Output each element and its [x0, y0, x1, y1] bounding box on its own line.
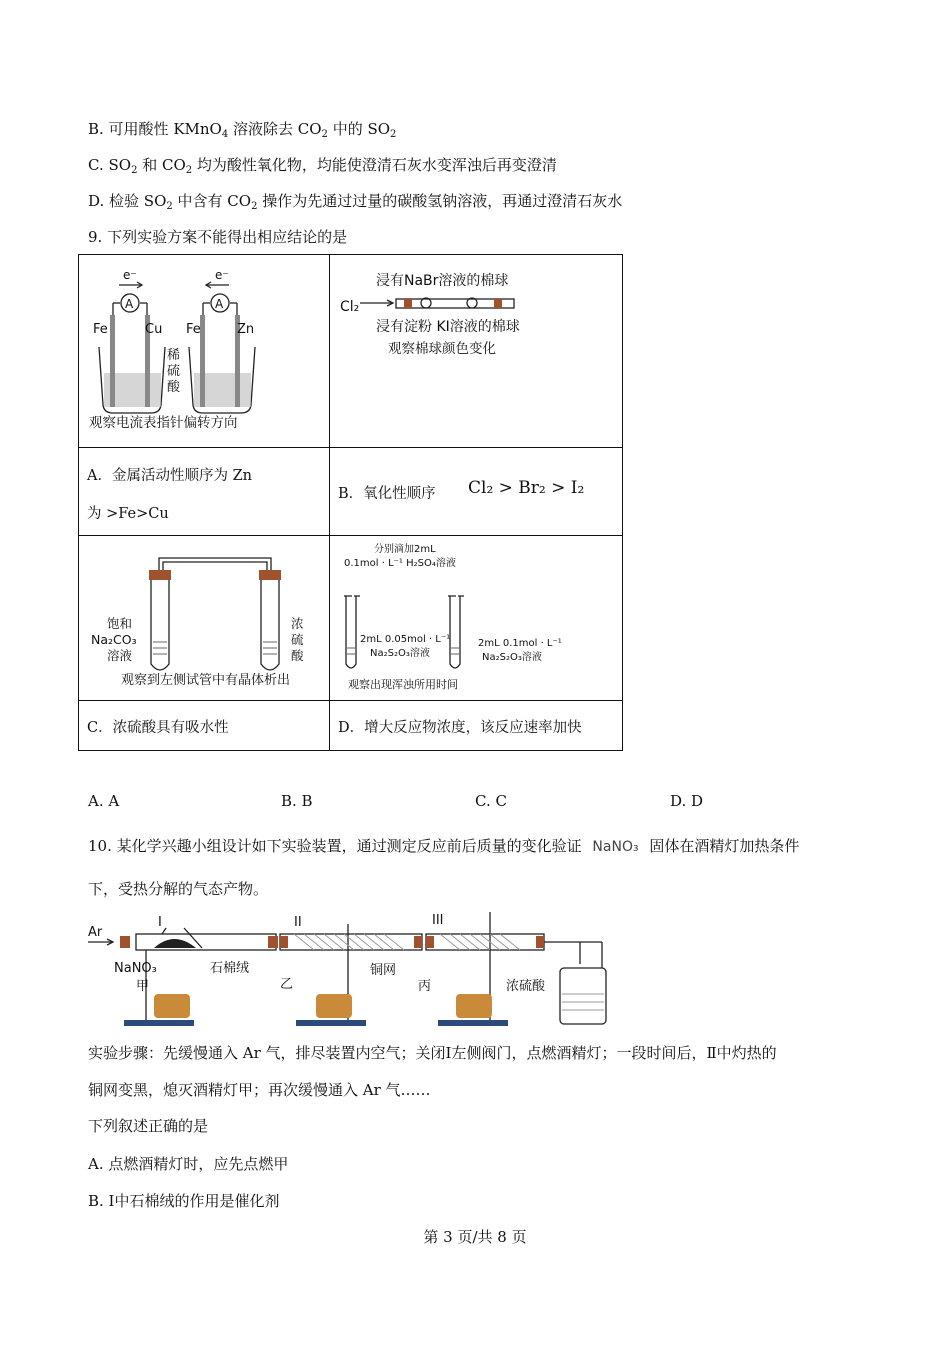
q10-steps-line2: 铜网变黑，熄灭酒精灯甲；再次缓慢通入 Ar 气…… [88, 1081, 431, 1099]
acid-label-2: 硫 [167, 364, 181, 379]
q10-option-b: B. Ⅰ中石棉绒的作用是催化剂 [88, 1192, 280, 1210]
q9-stem: 9. 下列实验方案不能得出相应结论的是 [88, 228, 348, 246]
q8-option-c: C. $SO_2$ 和 $CO_2$ 均为酸性氧化物，均能使澄清石灰水变浑浊后再变澄清 [88, 156, 557, 176]
option-b-text: B．氧化性顺序 [338, 486, 436, 502]
q8-option-b: B. 可用酸性 KMnO$_4$ 溶液除去 $CO_2$ 中的 $SO_2$ [88, 120, 397, 140]
lamp-bing-label: 丙 [418, 979, 432, 994]
lamp-yi-label: 乙 [280, 977, 294, 992]
electrode-zn: Zn [237, 322, 255, 337]
figure-d-cell [330, 536, 623, 701]
option-c-text: C．浓硫酸具有吸水性 [87, 720, 229, 736]
figure-c-caption: 观察到左侧试管中有晶体析出 [121, 673, 291, 688]
option-c-cell [79, 701, 330, 751]
conc-label-2: 硫 [291, 632, 304, 647]
drip-label-1: 分别滴加2mL [374, 544, 436, 555]
conc-label-1: 浓 [291, 616, 304, 631]
galvanic-cells-figure [79, 255, 329, 443]
ammeter-label-2: A [215, 297, 224, 311]
choice-b: B. B [281, 792, 313, 810]
q10-option-a: A. 点燃酒精灯时，应先点燃甲 [88, 1155, 289, 1173]
electron-label-1: e⁻ [123, 268, 137, 282]
option-a-cell [79, 448, 330, 536]
option-d-cell [330, 701, 623, 751]
q10-stem-line1: 10. 某化学兴趣小组设计如下实验装置，通过测定反应前后质量的变化验证 NaNO₃ 固体在酒精灯加热条件 [88, 837, 800, 855]
figure-a-caption: 观察电流表指针偏转方向 [89, 415, 238, 431]
choice-c: C. C [475, 792, 507, 810]
nabr-cotton-label: 浸有NaBr溶液的棉球 [376, 273, 509, 289]
nano3-formula: NaNO₃ [592, 839, 639, 855]
page-footer: 第 3 页/共 8 页 [423, 1228, 527, 1246]
conc-acid-label: 浓硫酸 [506, 979, 546, 994]
na2co3-label: Na₂CO₃ [91, 632, 137, 647]
figure-a-cell [79, 255, 330, 448]
electrode-fe-2: Fe [186, 322, 201, 337]
right-tube-label-1: 2mL 0.1mol · L⁻¹ [478, 638, 562, 649]
choice-a: A. A [88, 792, 120, 810]
tube-i-label: I [158, 915, 162, 930]
apparatus-figure [84, 908, 614, 1028]
option-b-cell [330, 448, 623, 536]
right-tube-label-2: Na₂S₂O₃溶液 [482, 652, 542, 663]
option-d-text: D．增大反应物浓度，该反应速率加快 [338, 720, 582, 736]
nano3-label: NaNO₃ [114, 961, 157, 976]
electrode-cu: Cu [145, 322, 163, 337]
q9-table [78, 254, 623, 751]
ki-cotton-label: 浸有淀粉 KI溶液的棉球 [376, 319, 520, 335]
tube-ii-label: II [294, 915, 302, 930]
q10-ask: 下列叙述正确的是 [88, 1117, 209, 1135]
saturated-label: 饱和 [107, 616, 133, 631]
ammeter-label-1: A [125, 297, 134, 311]
left-tube-label-1: 2mL 0.05mol · L⁻¹ [360, 634, 451, 645]
q10-stem-line2: 下，受热分解的气态产物。 [88, 880, 269, 898]
option-a-line1: A．金属活动性顺序为 Zn [87, 468, 252, 484]
figure-d-caption: 观察出现浑浊所用时间 [348, 678, 458, 691]
option-a-line2: 为 >Fe>Cu [87, 506, 169, 522]
electron-label-2: e⁻ [215, 268, 229, 282]
q8-option-d: D. 检验 $SO_2$ 中含有 $CO_2$ 操作为先通过过量的碳酸氢钠溶液，再通过澄清石灰水 [88, 192, 623, 212]
option-b-formula: Cl₂ > Br₂ > I₂ [468, 478, 585, 498]
drip-label-2: 0.1mol · L⁻¹ H₂SO₄溶液 [344, 558, 456, 569]
figure-b-cell [330, 255, 623, 448]
lamp-jia-label: 甲 [136, 979, 150, 994]
reaction-rate-figure [330, 536, 622, 696]
solution-label: 溶液 [107, 648, 133, 663]
left-tube-label-2: Na₂S₂O₃溶液 [370, 648, 430, 659]
asbestos-label: 石棉绒 [210, 961, 250, 976]
cl2-label: Cl₂ [340, 299, 360, 315]
electrode-fe-1: Fe [93, 322, 108, 337]
halogen-tube-figure [330, 255, 622, 443]
acid-label-1: 稀 [167, 348, 181, 363]
copper-mesh-label: 铜网 [370, 963, 397, 978]
acid-label-3: 酸 [167, 380, 181, 395]
conc-label-3: 酸 [291, 648, 304, 663]
figure-c-cell [79, 536, 330, 701]
figure-b-caption: 观察棉球颜色变化 [388, 341, 496, 357]
dehydration-figure [79, 536, 329, 696]
choice-d: D. D [670, 792, 704, 810]
q10-steps-line1: 实验步骤：先缓慢通入 Ar 气，排尽装置内空气；关闭Ⅰ左侧阀门，点燃酒精灯；一段时间后，Ⅱ中灼热的 [88, 1044, 777, 1062]
tube-iii-label: III [432, 913, 444, 928]
ar-label: Ar [88, 925, 103, 940]
